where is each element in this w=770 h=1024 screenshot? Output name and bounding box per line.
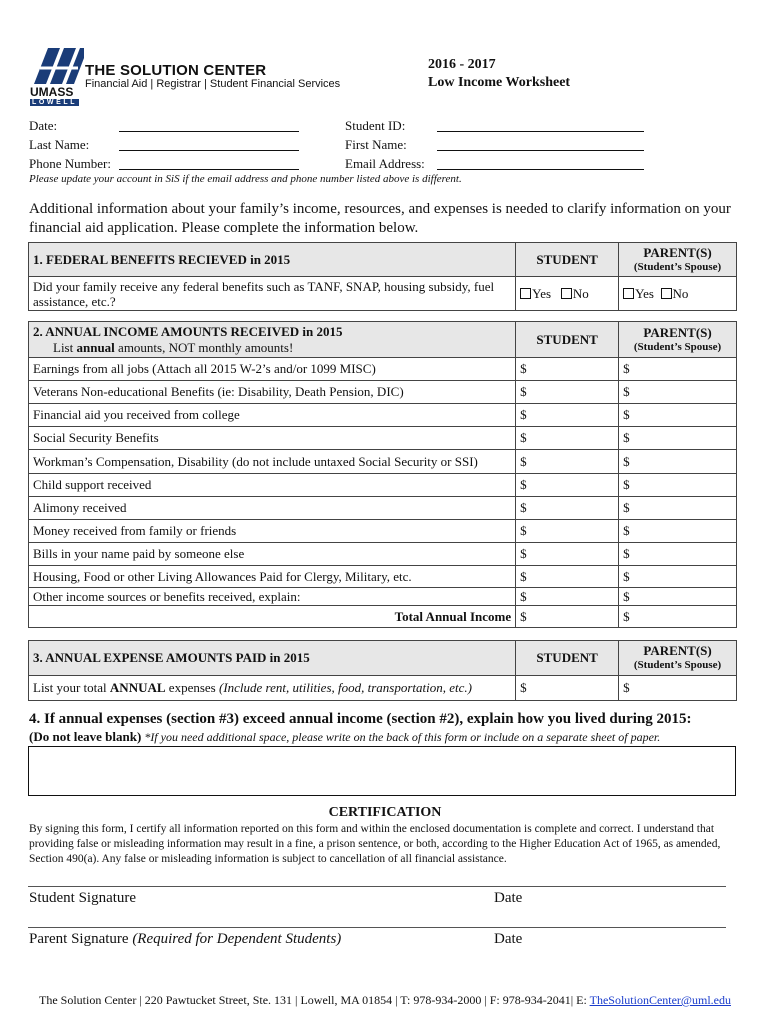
- expenses-post: expenses: [165, 680, 219, 695]
- income-student-amount[interactable]: [516, 358, 619, 381]
- income-student-amount[interactable]: [516, 381, 619, 404]
- income-row-label: Bills in your name paid by someone else: [29, 543, 516, 566]
- income-row: [29, 427, 737, 450]
- income-row: [29, 404, 737, 427]
- section1-title: 1. FEDERAL BENEFITS RECIEVED in 2015: [29, 243, 516, 277]
- spouse-label-3: (Student’s Spouse): [633, 659, 722, 671]
- currency-sign: $: [623, 407, 630, 422]
- income-row: [29, 566, 737, 588]
- certification-title: CERTIFICATION: [328, 805, 442, 820]
- parent-yes-checkbox[interactable]: [623, 288, 634, 299]
- first-name-label: First Name:: [345, 137, 407, 152]
- income-row: [29, 474, 737, 497]
- income-parent-amount[interactable]: [619, 588, 737, 606]
- income-parent-amount[interactable]: [619, 427, 737, 450]
- date-field[interactable]: [119, 131, 299, 132]
- income-row-label: Housing, Food or other Living Allowances Paid for Clergy, Military, etc.: [29, 566, 516, 588]
- last-name-field[interactable]: [119, 150, 299, 151]
- currency-sign: $: [520, 361, 527, 376]
- academic-year: 2016 - 2017: [428, 57, 496, 72]
- section2-title: 2. ANNUAL INCOME AMOUNTS RECEIVED in 2015: [33, 323, 343, 339]
- income-row-label: Veterans Non-educational Benefits (ie: Disability, Death Pension, DIC): [29, 381, 516, 404]
- income-parent-amount[interactable]: [619, 404, 737, 427]
- income-student-amount[interactable]: [516, 543, 619, 566]
- parents-label-3: PARENT(S): [643, 643, 712, 658]
- income-student-amount[interactable]: [516, 497, 619, 520]
- date-label: Date:: [29, 118, 58, 133]
- income-row: [29, 450, 737, 474]
- expenses-parent-amount[interactable]: [619, 676, 737, 701]
- currency-sign: $: [623, 523, 630, 538]
- income-parent-amount[interactable]: [619, 566, 737, 588]
- section2-subtitle: [33, 340, 511, 356]
- section2-table: [28, 321, 737, 628]
- section2-header: [29, 322, 516, 358]
- income-row-label: Social Security Benefits: [29, 427, 516, 450]
- currency-sign: $: [520, 453, 527, 469]
- parents-column-header-3: [619, 641, 737, 676]
- student-id-label: Student ID:: [345, 118, 406, 133]
- parent-signature-text: Parent Signature: [29, 931, 133, 947]
- income-row: [29, 358, 737, 381]
- income-row-label: Financial aid you received from college: [29, 404, 516, 427]
- student-column-header-3: STUDENT: [516, 641, 619, 676]
- total-income-parent[interactable]: [619, 606, 737, 628]
- email-label: Email Address:: [345, 156, 425, 171]
- currency-sign: $: [623, 568, 630, 584]
- parent-signature-label: [29, 931, 341, 948]
- certification-text: By signing this form, I certify all information reported on this form and within the enclosed documentation is complete and correct. I understand that providing false or misleading information may result in a fine, a prison sentence, or both, according to the Higher Education Act of 1965, as amended, Section 490(a). Any false or misleading information is subject to cancellation of all financial assistance.: [29, 823, 721, 865]
- currency-sign: $: [623, 453, 630, 469]
- income-student-amount[interactable]: [516, 566, 619, 588]
- parent-date-label: Date: [494, 931, 523, 947]
- benefits-question: Did your family receive any federal benefits such as TANF, SNAP, housing subsidy, fuel assistance, etc.?: [29, 277, 516, 311]
- footer: [0, 993, 770, 1008]
- currency-sign: $: [623, 608, 630, 624]
- income-parent-amount[interactable]: [619, 543, 737, 566]
- income-row-label: Money received from family or friends: [29, 520, 516, 543]
- currency-sign: $: [623, 384, 630, 399]
- currency-sign: $: [623, 500, 630, 515]
- income-parent-amount[interactable]: [619, 450, 737, 474]
- section2-subtitle-pre: List: [53, 339, 77, 355]
- currency-sign: $: [623, 477, 630, 492]
- currency-sign: $: [520, 430, 527, 445]
- income-row: [29, 381, 737, 404]
- section4-note: [29, 729, 660, 745]
- student-signature-label: Student Signature: [29, 890, 137, 906]
- parent-no-checkbox[interactable]: [661, 288, 672, 299]
- student-no-checkbox[interactable]: [561, 288, 572, 299]
- section2-subtitle-post: amounts, NOT monthly amounts!: [114, 339, 294, 355]
- parent-signature-note: (Required for Dependent Students): [132, 931, 342, 947]
- student-column-header: STUDENT: [516, 243, 619, 277]
- income-parent-amount[interactable]: [619, 381, 737, 404]
- section3-table: [28, 640, 737, 701]
- income-student-amount[interactable]: [516, 450, 619, 474]
- income-row-label: Other income sources or benefits received, explain:: [29, 588, 516, 606]
- income-student-amount[interactable]: [516, 404, 619, 427]
- section4-note-italic: *If you need additional space, please write on the back of this form or include on a separate sheet of paper.: [141, 730, 661, 744]
- income-parent-amount[interactable]: [619, 520, 737, 543]
- section4-note-bold: (Do not leave blank): [29, 729, 142, 744]
- section2-subtitle-bold: annual: [76, 339, 115, 355]
- income-parent-amount[interactable]: [619, 358, 737, 381]
- footer-text: The Solution Center | 220 Pawtucket Street, Ste. 131 | Lowell, MA 01854 | T: 978-934-2000 | F: 978-934-2041| E:: [39, 993, 590, 1007]
- income-row-label: Child support received: [29, 474, 516, 497]
- income-parent-amount[interactable]: [619, 497, 737, 520]
- currency-sign: $: [520, 568, 527, 584]
- student-id-field[interactable]: [437, 131, 644, 132]
- income-row: [29, 497, 737, 520]
- intro-text: Additional information about your family’s income, resources, and expenses is needed to clarify information on your financial aid application. Please complete the information below.: [29, 201, 731, 236]
- currency-sign: $: [520, 384, 527, 399]
- currency-sign: $: [623, 361, 630, 376]
- currency-sign: $: [520, 477, 527, 492]
- phone-field[interactable]: [119, 169, 299, 170]
- student-column-header-2: STUDENT: [516, 322, 619, 358]
- income-row-label: Alimony received: [29, 497, 516, 520]
- update-note: Please update your account in SiS if the email address and phone number listed above is different.: [29, 173, 462, 185]
- student-no-label: No: [572, 285, 589, 301]
- parent-no-label: No: [672, 285, 689, 301]
- income-row-label: Earnings from all jobs (Attach all 2015 W-2’s and/or 1099 MISC): [29, 358, 516, 381]
- parents-column-header: [619, 243, 737, 277]
- last-name-label: Last Name:: [29, 137, 90, 152]
- income-row-label: Workman’s Compensation, Disability (do not include untaxed Social Security or SSI): [29, 450, 516, 474]
- first-name-field[interactable]: [437, 150, 644, 151]
- logo-name: THE SOLUTION CENTER: [85, 62, 267, 79]
- expenses-bold: ANNUAL: [109, 680, 166, 695]
- logo-subtitle: Financial Aid | Registrar | Student Financial Services: [85, 78, 341, 90]
- logo-umass: UMASS: [30, 85, 74, 99]
- phone-label: Phone Number:: [29, 156, 111, 171]
- page-title: Low Income Worksheet: [428, 75, 571, 90]
- parents-label: PARENT(S): [643, 244, 712, 260]
- parent-signature-line[interactable]: [28, 927, 726, 928]
- spouse-label: (Student’s Spouse): [633, 260, 722, 273]
- student-yes-checkbox[interactable]: [520, 288, 531, 299]
- income-row: [29, 520, 737, 543]
- currency-sign: $: [520, 407, 527, 422]
- currency-sign: $: [520, 680, 527, 695]
- spouse-label-2: (Student’s Spouse): [633, 340, 722, 353]
- currency-sign: $: [623, 588, 630, 604]
- expenses-row-label: [29, 676, 516, 701]
- currency-sign: $: [520, 546, 527, 561]
- income-row: [29, 543, 737, 566]
- expenses-student-amount[interactable]: [516, 676, 619, 701]
- expenses-italic: (Include rent, utilities, food, transportation, etc.): [218, 680, 472, 695]
- income-student-amount[interactable]: [516, 588, 619, 606]
- parent-benefits-choice: [619, 277, 737, 311]
- student-date-label: Date: [494, 890, 523, 906]
- currency-sign: $: [520, 588, 527, 604]
- currency-sign: $: [520, 500, 527, 515]
- income-student-amount[interactable]: [516, 474, 619, 497]
- student-yes-label: Yes: [532, 285, 552, 301]
- total-income-student[interactable]: [516, 606, 619, 628]
- income-student-amount[interactable]: [516, 427, 619, 450]
- student-benefits-choice: [516, 277, 619, 311]
- footer-email-link[interactable]: TheSolutionCenter@uml.edu: [589, 993, 731, 1007]
- parents-column-header-2: [619, 322, 737, 358]
- student-signature-line[interactable]: [28, 886, 726, 887]
- parents-label-2: PARENT(S): [643, 324, 712, 340]
- section3-title: 3. ANNUAL EXPENSE AMOUNTS PAID in 2015: [29, 641, 516, 676]
- logo-lowell: LOWELL: [32, 99, 78, 106]
- expenses-pre: List your total: [33, 680, 110, 695]
- income-student-amount[interactable]: [516, 520, 619, 543]
- parent-yes-label: Yes: [635, 285, 654, 301]
- currency-sign: $: [623, 680, 630, 695]
- section1-table: [28, 242, 737, 311]
- email-field[interactable]: [437, 169, 644, 170]
- income-row: [29, 588, 737, 606]
- currency-sign: $: [520, 523, 527, 538]
- explanation-box[interactable]: [28, 746, 736, 796]
- section4-title: 4. If annual expenses (section #3) exceed annual income (section #2), explain how you lived during 2015:: [29, 711, 692, 727]
- currency-sign: $: [623, 546, 630, 561]
- income-parent-amount[interactable]: [619, 474, 737, 497]
- currency-sign: $: [623, 430, 630, 445]
- total-income-label: Total Annual Income: [29, 606, 516, 628]
- currency-sign: $: [520, 608, 527, 624]
